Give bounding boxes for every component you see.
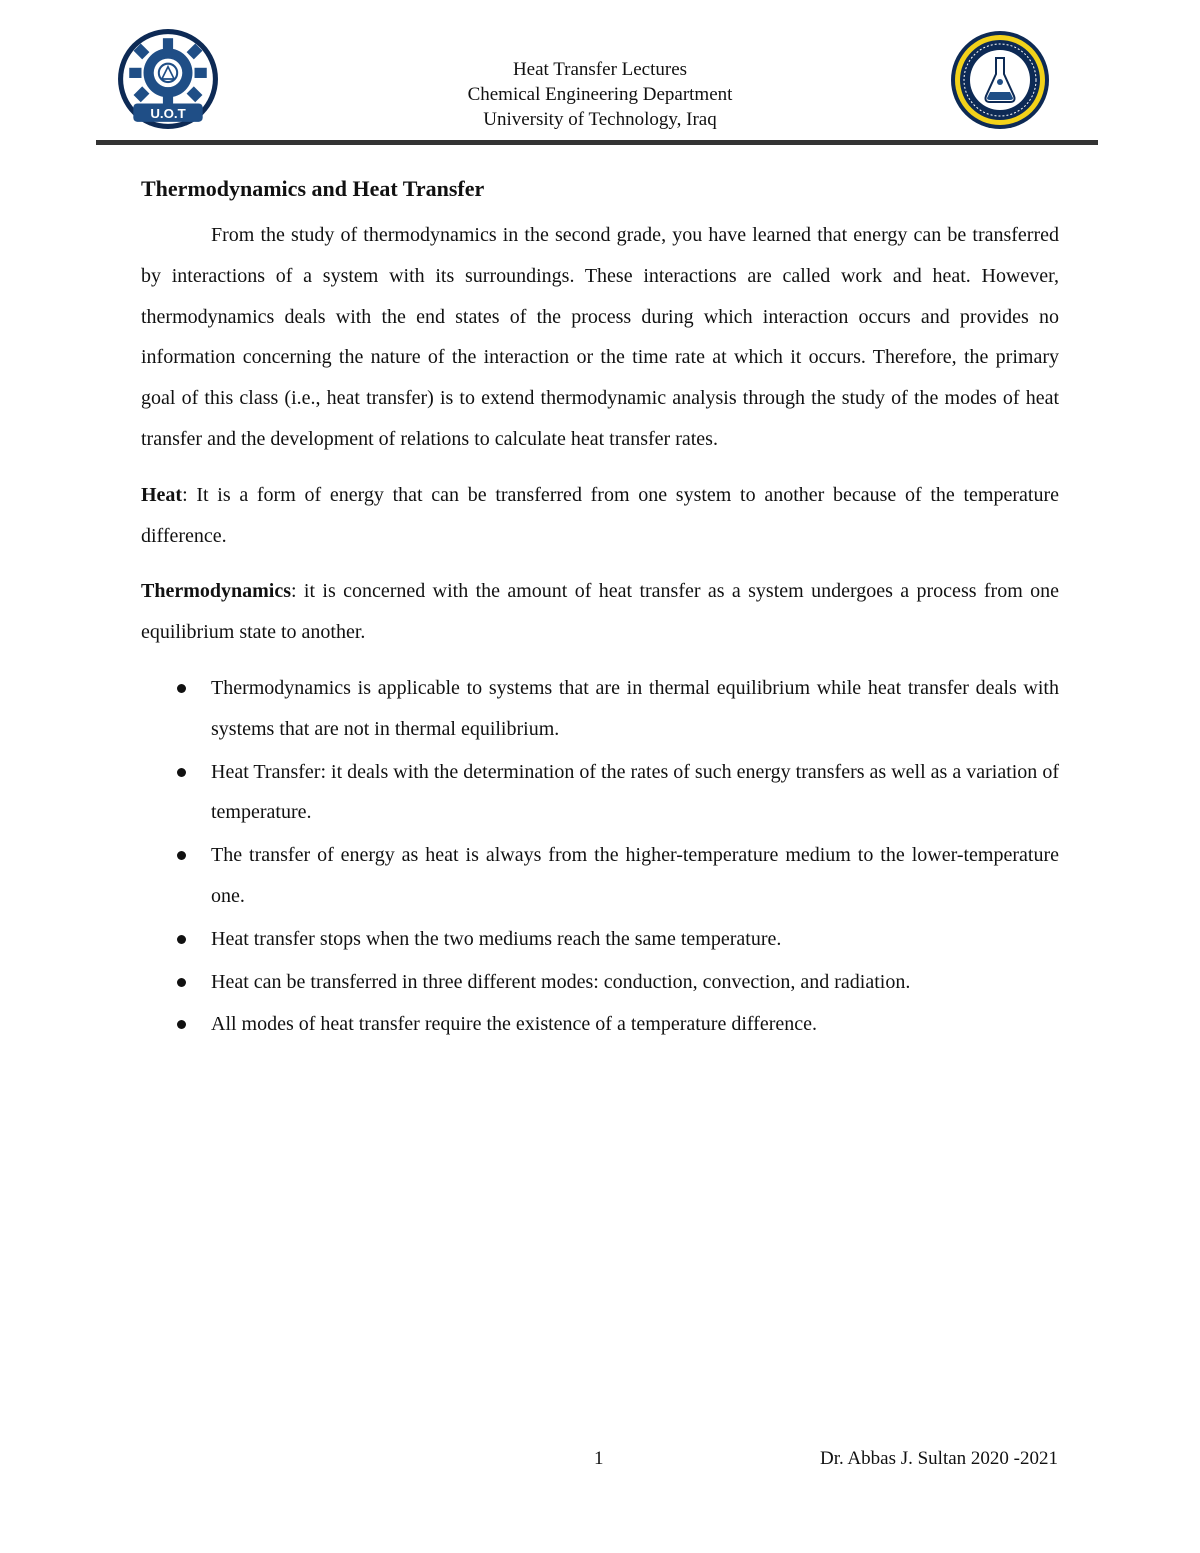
header-line-university: University of Technology, Iraq (483, 109, 717, 130)
list-item-text: Heat Transfer: it deals with the determination of the rates of such energy transfers as well as a variation of temperature. (211, 760, 1059, 824)
list-item (141, 752, 1059, 834)
bullet-icon (177, 978, 186, 987)
list-item (141, 962, 1059, 1003)
main-content (141, 173, 1059, 1047)
list-item (141, 668, 1059, 750)
list-item-text: The transfer of energy as heat is always from the higher-temperature medium to the lower-temperature one. (211, 844, 1059, 907)
page-header (0, 0, 1200, 150)
list-item (141, 835, 1059, 917)
thermodynamics-definition-text: : it is concerned with the amount of heat transfer as a system undergoes a process from one equilibrium state to another. (141, 580, 1059, 644)
bullet-icon (177, 851, 186, 860)
author-credit: Dr. Abbas J. Sultan 2020 -2021 (819, 1448, 1058, 1469)
list-item-text: Heat can be transferred in three different modes: conduction, convection, and radiation. (211, 970, 911, 993)
list-item (141, 1004, 1059, 1045)
bullet-icon (177, 1020, 186, 1029)
key-points-list (141, 668, 1059, 1045)
bullet-icon (177, 935, 186, 944)
heat-term: Heat (141, 483, 183, 506)
list-item-text: Thermodynamics is applicable to systems that are in thermal equilibrium while heat transfer deals with systems that are not in thermal equilibrium. (211, 676, 1059, 740)
list-item-text: All modes of heat transfer require the existence of a temperature difference. (211, 1013, 818, 1036)
page-number: 1 (594, 1448, 604, 1469)
thermodynamics-definition (141, 571, 1059, 653)
intro-paragraph: From the study of thermodynamics in the second grade, you have learned that energy can be transferred by interactions of a system with its surroundings. These interactions are called work and heat. However, thermodynamics deals with the end states of the process during which interaction occurs and provides no information concerning the nature of the interaction or the time rate at which it occurs. Therefore, the primary goal of this class (i.e., heat transfer) is to extend thermodynamic analysis through the study of the modes of heat transfer and the development of relations to calculate heat transfer rates. (141, 224, 1059, 450)
university-logo-icon (117, 28, 219, 130)
header-divider (96, 140, 1098, 145)
section-title: Thermodynamics and Heat Transfer (141, 176, 485, 201)
bullet-icon (177, 684, 186, 693)
list-item-text: Heat transfer stops when the two mediums reach the same temperature. (211, 927, 782, 950)
list-item (141, 919, 1059, 960)
heat-definition-text: : It is a form of energy that can be transferred from one system to another because of the temperature difference. (141, 483, 1059, 547)
thermodynamics-term: Thermodynamics (141, 580, 291, 603)
header-line-department: Chemical Engineering Department (467, 84, 733, 105)
header-title-block (300, 57, 900, 132)
heat-definition (141, 475, 1059, 557)
bullet-icon (177, 768, 186, 777)
department-seal-icon (950, 30, 1050, 130)
logo-text: U.O.T (150, 105, 186, 121)
header-line-course: Heat Transfer Lectures (512, 59, 688, 80)
